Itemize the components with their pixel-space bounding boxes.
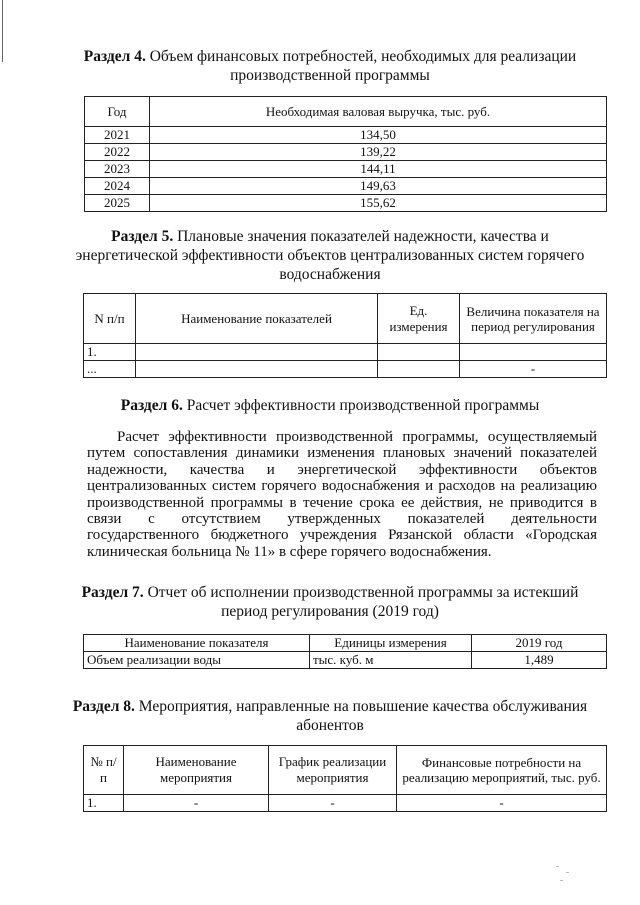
section6-paragraph: Расчет эффективности производственной программы, осуществляемый путем сопоставления динамики изменения плановых значений показателей надежности, качества и энергетической эффективности объектов централизованных систем горячего водоснабжения и расходов на реализацию производственной программы в течение срока ее действия, не приводится в связи с отсутствием утвержденных показателей деятельности государственного бюджетного учреждения Рязанской области «Городская клиническая больница № 11» в сфере горячего водоснабжения.: [87, 429, 597, 560]
year-cell: 2021: [85, 127, 150, 144]
table-header-row: [84, 635, 607, 652]
section5-title-line2: энергетической эффективности объектов централизованных систем горячего: [75, 247, 585, 264]
indicator-name-cell: Объем реализации воды: [84, 652, 310, 669]
section4-title-line2: производственной программы: [230, 67, 430, 84]
year-cell: 2022: [85, 144, 150, 161]
section5-title-line1: Плановые значения показателей надежности, качества и: [173, 228, 549, 245]
scan-speck: [556, 866, 559, 867]
table-row: [85, 161, 607, 178]
revenue-cell: 139,22: [150, 144, 607, 161]
header-financial-needs: Финансовые потребности на реализацию мероприятий, тыс. руб.: [397, 746, 607, 795]
header-unit: Единицы измерения: [310, 635, 472, 652]
scan-margin-line: [2, 0, 3, 62]
value-cell: -: [460, 361, 607, 378]
number-cell: 1.: [84, 795, 124, 812]
table-row: [85, 144, 607, 161]
section8-prefix: Раздел 8.: [72, 698, 135, 715]
table-header-row: [85, 97, 607, 127]
section8-title-line2: абонентов: [296, 717, 364, 734]
section4-title-line1: Объем финансовых потребностей, необходимых для реализации: [145, 48, 577, 65]
unit-cell: тыс. куб. м: [310, 652, 472, 669]
revenue-cell: 144,11: [150, 161, 607, 178]
section8-title-line1: Мероприятия, направленные на повышение качества обслуживания: [134, 698, 588, 715]
section6-paragraph-block: [87, 429, 597, 560]
schedule-cell: -: [269, 795, 397, 812]
section4-table: [84, 96, 607, 212]
section6-heading: [60, 396, 600, 415]
revenue-cell: 134,50: [150, 127, 607, 144]
section6-prefix: Раздел 6.: [120, 397, 183, 414]
value-cell: 1,489: [472, 652, 607, 669]
table-row: [85, 195, 607, 212]
year-cell: 2024: [85, 178, 150, 195]
table-header-row: [84, 746, 607, 795]
section7-table: [83, 634, 607, 669]
revenue-cell: 149,63: [150, 178, 607, 195]
table-row: [84, 344, 607, 361]
number-cell: 1.: [84, 344, 136, 361]
section5-heading: [60, 227, 600, 284]
section8-heading: [60, 697, 600, 735]
scan-speck: [560, 880, 563, 881]
section5-table: [83, 293, 607, 378]
section6-title: Расчет эффективности производственной программы: [182, 397, 540, 414]
unit-cell: [378, 361, 460, 378]
header-number: N п/п: [84, 294, 136, 344]
indicator-name-cell: [136, 361, 378, 378]
number-cell: ...: [84, 361, 136, 378]
header-schedule: График реализации мероприятия: [269, 746, 397, 795]
table-row: [85, 127, 607, 144]
table-row: [84, 361, 607, 378]
header-number: № п/п: [84, 746, 124, 795]
header-year-2019: 2019 год: [472, 635, 607, 652]
section7-prefix: Раздел 7.: [81, 584, 144, 601]
section7-heading: [60, 583, 600, 621]
year-cell: 2023: [85, 161, 150, 178]
section7-title-line2: период регулирования (2019 год): [221, 603, 439, 620]
indicator-name-cell: [136, 344, 378, 361]
header-measure-name: Наименование мероприятия: [124, 746, 269, 795]
section4-prefix: Раздел 4.: [83, 48, 146, 65]
unit-cell: [378, 344, 460, 361]
header-revenue: Необходимая валовая выручка, тыс. руб.: [150, 97, 607, 127]
year-cell: 2025: [85, 195, 150, 212]
header-year: Год: [85, 97, 150, 127]
financial-needs-cell: -: [397, 795, 607, 812]
header-indicator-name: Наименование показателей: [136, 294, 378, 344]
header-indicator-name: Наименование показателя: [84, 635, 310, 652]
table-row: [84, 652, 607, 669]
revenue-cell: 155,62: [150, 195, 607, 212]
header-unit: Ед. измерения: [378, 294, 460, 344]
section4-heading: [60, 47, 600, 85]
table-row: [84, 795, 607, 812]
table-row: [85, 178, 607, 195]
value-cell: [460, 344, 607, 361]
measure-name-cell: -: [124, 795, 269, 812]
section8-table: [83, 745, 607, 812]
scan-speck: [566, 872, 569, 873]
section5-title-line3: водоснабжения: [279, 266, 381, 283]
section7-title-line1: Отчет об исполнении производственной программы за истекший: [143, 584, 579, 601]
section5-prefix: Раздел 5.: [111, 228, 174, 245]
table-header-row: [84, 294, 607, 344]
header-indicator-value: Величина показателя на период регулирования: [460, 294, 607, 344]
